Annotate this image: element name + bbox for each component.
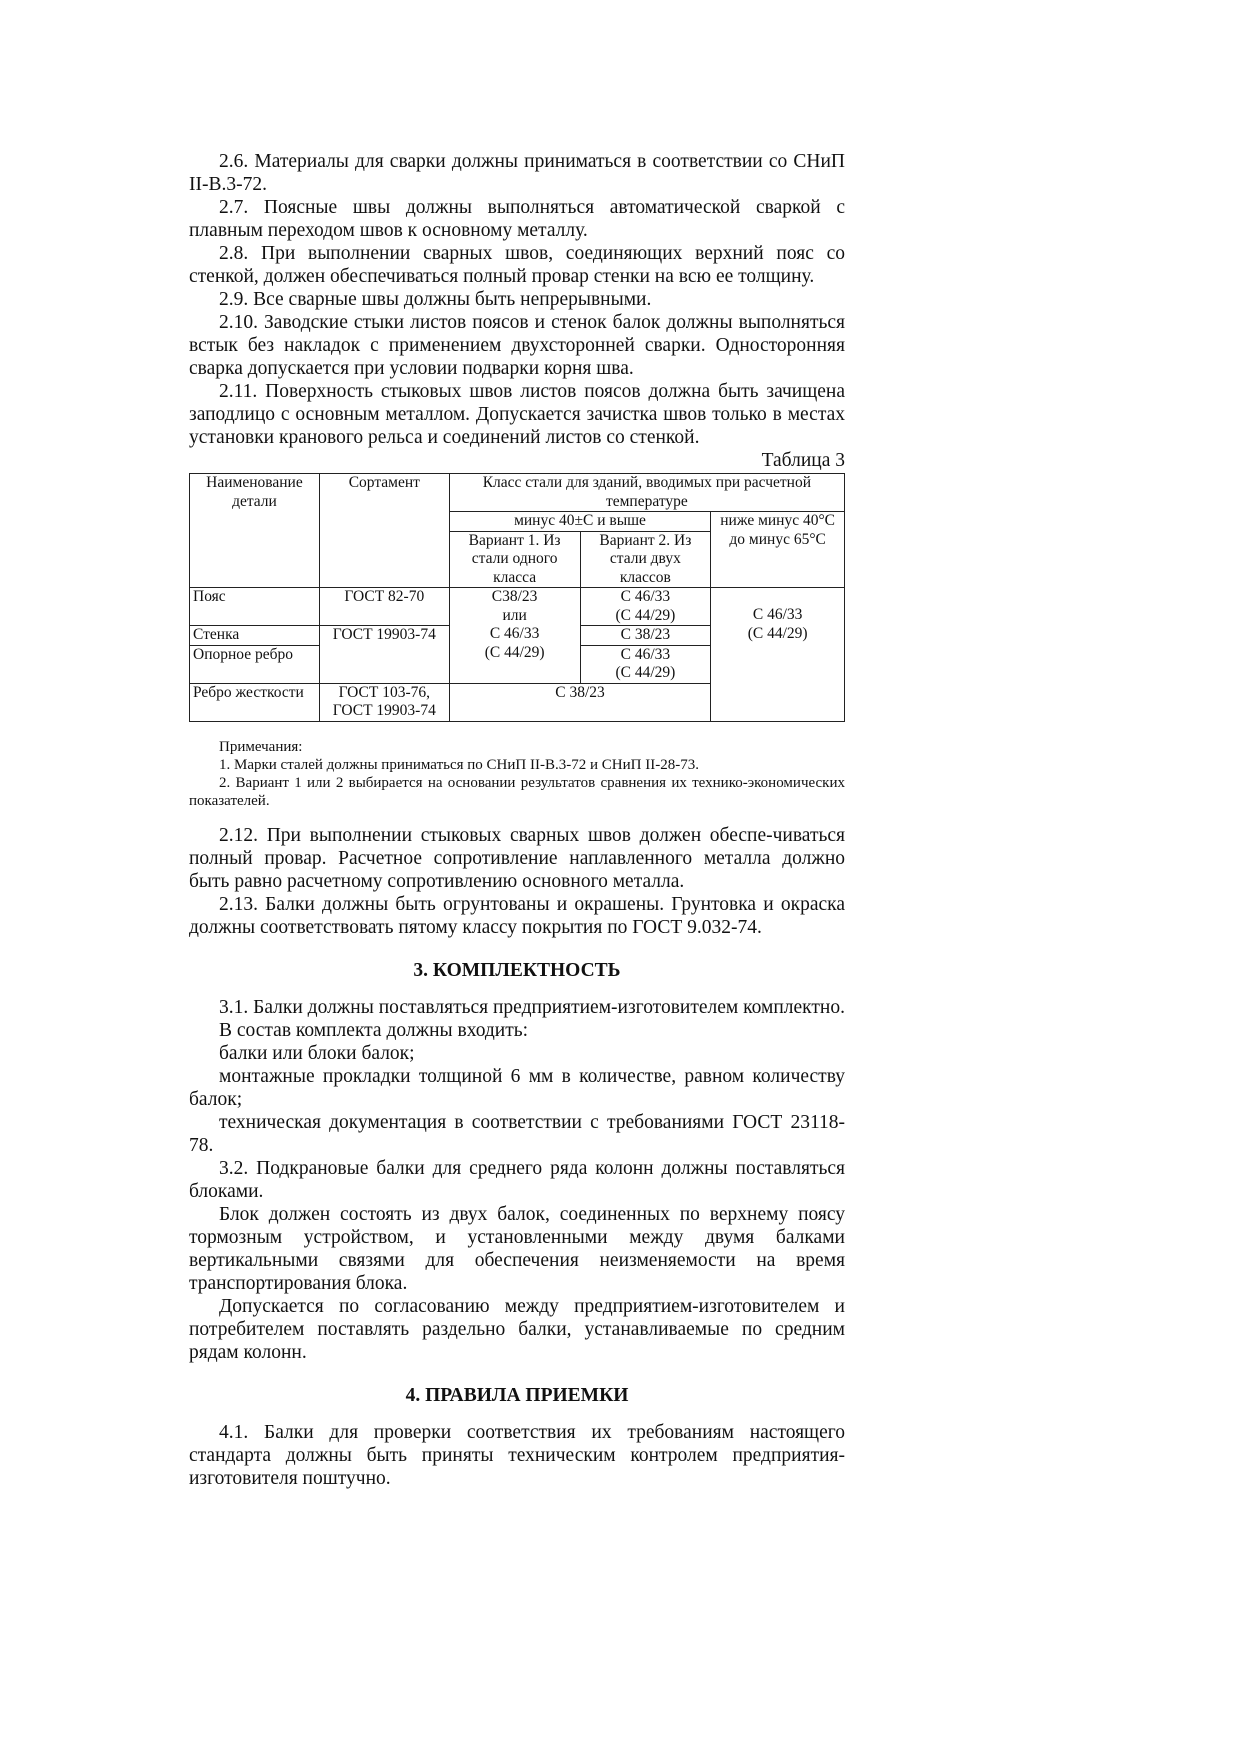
paragraph-kit-intro: В состав комплекта должны входить: (219, 1019, 529, 1041)
section-4-title: 4. ПРАВИЛА ПРИЕМКИ (405, 1384, 629, 1406)
variant1-line: С38/23 (491, 588, 538, 605)
paragraph-kit-item: балки или блоки балок; (219, 1042, 415, 1064)
paragraph-2-6: 2.6. Материалы для сварки должны приниматься в соответствии со СНиП II-В.3-72. (189, 151, 845, 195)
paragraph-4-1: 4.1. Балки для проверки соответствия их требованиям настоящего стандарта должны быть приняты техническим контролем предприятия-изготовителя поштучно. (189, 1421, 845, 1489)
spacer (189, 939, 845, 959)
header-variant1: Вариант 1. Из стали одного класса (449, 531, 580, 588)
value-line: (С 44/29) (615, 606, 676, 624)
row-web-assortment: ГОСТ 19903-74 (319, 626, 449, 684)
header-assortment: Сортамент (319, 474, 449, 588)
paragraph-2-7: 2.7. Поясные швы должны выполняться автоматической сваркой с плавным переходом швов к основному металлу. (189, 197, 845, 241)
paragraph-2-10: 2.10. Заводские стыки листов поясов и стенок балок должны выполняться встык без накладок с применением двухсторонней сварки. Односторонняя сварка допускается при условии подварки корня шва. (189, 312, 845, 379)
spacer (189, 810, 845, 824)
paragraph-2-13: 2.13. Балки должны быть огрунтованы и окрашены. Грунтовка и окраска должны соответствовать пятому классу покрытия по ГОСТ 9.032-74. (189, 893, 845, 938)
section-3-title: 3. КОМПЛЕКТНОСТЬ (413, 959, 621, 981)
spacer (189, 1364, 845, 1384)
document-page (189, 150, 845, 1490)
row-web-variant2: С 38/23 (580, 626, 711, 646)
notes-title: Примечания: (219, 738, 303, 755)
header-steel-class: Класс стали для зданий, вводимых при расчетной температуре (449, 474, 844, 512)
table-header-row (190, 474, 845, 512)
paragraph-2-12: 2.12. При выполнении стыковых сварных швов должен обеспе-чиваться полный провар. Расчетное сопротивление наплавленного металла должно быть равно расчетному сопротивлению основного металла. (189, 824, 845, 892)
paragraph-block: Блок должен состоять из двух балок, соединенных по верхнему поясу тормозным устройством, и установленными между двумя балками вертикальными связями для обеспечения неизменяемости на время транспортирования блока. (189, 1203, 845, 1294)
row-web-name: Стенка (190, 626, 320, 646)
table-row (190, 588, 845, 626)
note-item: 1. Марки сталей должны приниматься по СНиП II-В.3-72 и СНиП II-28-73. (219, 756, 699, 773)
below-minus40-values (711, 588, 845, 722)
paragraph-3-1: 3.1. Балки должны поставляться предприятием-изготовителем комплектно. (219, 996, 845, 1018)
row-support-rib-name: Опорное ребро (190, 645, 320, 683)
value-line: С 46/33 (620, 588, 671, 605)
row-belt-variant2 (580, 588, 711, 626)
value-line: С 46/33 (620, 645, 671, 663)
paragraph-separate: Допускается по согласованию между предприятием-изготовителем и потребителем поставлять раздельно балки, устанавливаемые по средним рядам колонн. (189, 1295, 845, 1363)
table-notes (189, 738, 845, 810)
value-line: С 46/33 (752, 606, 803, 623)
paragraph-kit-item: техническая документация в соответствии с требованиями ГОСТ 23118-78. (189, 1111, 845, 1156)
value-line: (С 44/29) (747, 624, 808, 642)
row-belt-assortment: ГОСТ 82-70 (319, 588, 449, 626)
row-stiffener-name: Ребро жесткости (190, 683, 320, 721)
row-belt-name: Пояс (190, 588, 320, 626)
value-line: (С 44/29) (615, 664, 676, 681)
header-below-minus40: ниже минус 40°С до минус 65°С (711, 512, 845, 588)
value-line: ГОСТ 19903-74 (332, 702, 436, 719)
header-variant2: Вариант 2. Из стали двух классов (580, 531, 711, 588)
header-minus40-above: минус 40±С и выше (449, 512, 711, 532)
spacer (189, 1407, 845, 1421)
paragraph-2-8: 2.8. При выполнении сварных швов, соединяющих верхний пояс со стенкой, должен обеспечиваться полный провар стенки на всю ее толщину. (189, 243, 845, 287)
variant1-line: (С 44/29) (484, 643, 545, 661)
steel-class-table (189, 473, 845, 722)
paragraph-2-11: 2.11. Поверхность стыковых швов листов поясов должна быть зачищена заподлицо с основным металлом. Допускается зачистка швов только в местах установки кранового рельса и соединений листов со стенкой. (189, 381, 845, 448)
paragraph-3-2: 3.2. Подкрановые балки для среднего ряда колонн должны поставляться блоками. (189, 1157, 845, 1202)
header-part-name: Наименование детали (190, 474, 320, 588)
table-caption: Таблица 3 (761, 450, 845, 471)
paragraph-2-9: 2.9. Все сварные швы должны быть непрерывными. (219, 289, 652, 310)
variant1-line: С 46/33 (489, 625, 540, 642)
row-support-rib-variant2 (580, 645, 711, 683)
paragraph-kit-item: монтажные прокладки толщиной 6 мм в количестве, равном количеству балок; (189, 1065, 845, 1110)
variant1-values (449, 588, 580, 684)
row-stiffener-assortment (319, 683, 449, 721)
spacer (189, 982, 845, 996)
variant1-line: или (502, 606, 527, 624)
note-item: 2. Вариант 1 или 2 выбирается на основании результатов сравнения их технико-экономических показателей. (189, 774, 845, 809)
row-stiffener-class: С 38/23 (449, 683, 711, 721)
value-line: ГОСТ 103-76, (338, 683, 431, 701)
